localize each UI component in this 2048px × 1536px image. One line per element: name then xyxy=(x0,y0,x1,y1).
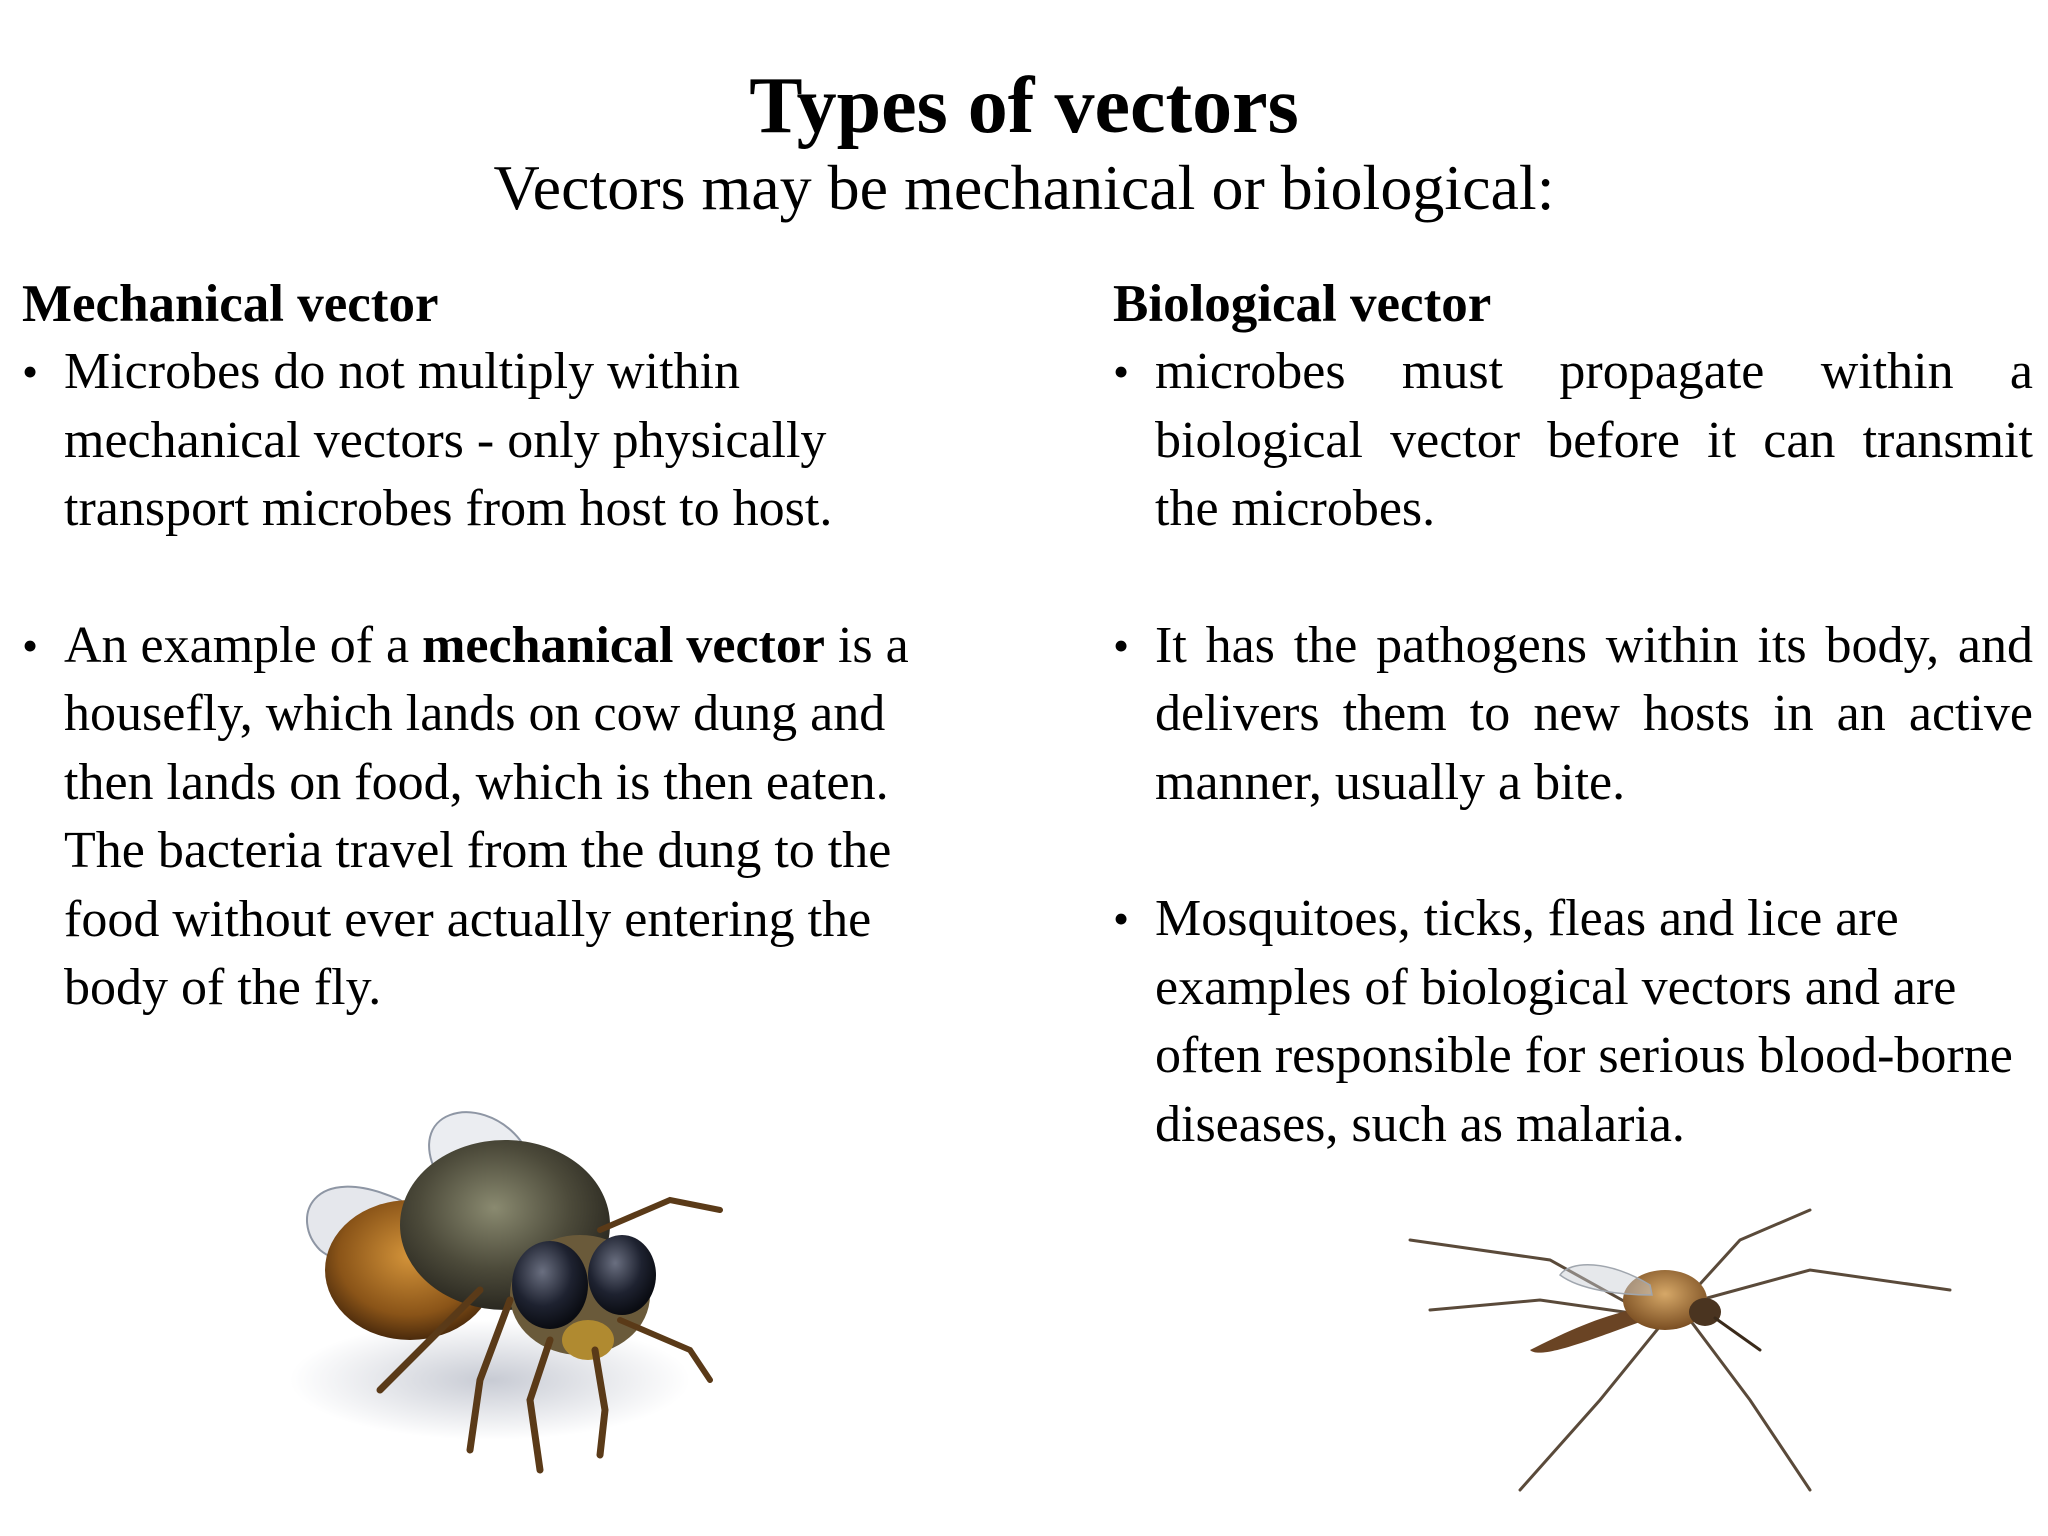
mosquito-icon xyxy=(1390,1200,1980,1510)
mechanical-vector-column xyxy=(22,270,922,1091)
slide-subtitle: Vectors may be mechanical or biological: xyxy=(493,152,1555,223)
biological-bullet-1-text: microbes must propagate within a biological vector before it can transmit the microbes. xyxy=(1155,343,2033,537)
mechanical-bullet-2-bold-term: mechanical vector xyxy=(422,616,825,674)
mechanical-bullet-2-text-end: is a housefly, which lands on cow dung and then lands on food, which is then eaten. The bacteria travel from the dung to the food without ever actually entering the body of the fly. xyxy=(64,616,909,1016)
bullet-dot: • xyxy=(22,619,39,671)
mechanical-bullet-1-text: Microbes do not multiply within mechanical vectors - only physically transport microbes from host to host. xyxy=(64,343,833,537)
housefly-icon xyxy=(250,1050,770,1480)
bullet-dot: • xyxy=(1113,893,1130,944)
biological-bullet-1 xyxy=(1113,338,2033,544)
biological-bullet-2-text: It has the pathogens within its body, and delivers them to new hosts in an active manner, usually a bite. xyxy=(1155,616,2033,811)
mechanical-vector-bullets xyxy=(22,338,922,1023)
biological-bullet-3-text: Mosquitoes, ticks, fleas and lice are examples of biological vectors and are often responsible for serious blood-borne diseases, such as malaria. xyxy=(1155,890,2013,1153)
biological-vector-bullets xyxy=(1113,338,2033,1159)
biological-vector-heading: Biological vector xyxy=(1113,275,1492,333)
bullet-dot: • xyxy=(1113,619,1130,671)
mechanical-bullet-2 xyxy=(22,612,922,1023)
slide-title: Types of vectors xyxy=(749,62,1299,150)
mechanical-vector-heading: Mechanical vector xyxy=(22,275,439,333)
biological-vector-column xyxy=(1113,270,2033,1227)
mechanical-bullet-2-text-start: An example of a xyxy=(64,616,423,674)
biological-bullet-2 xyxy=(1113,612,2033,818)
bullet-dot: • xyxy=(22,346,39,397)
bullet-dot: • xyxy=(1113,346,1130,397)
mechanical-bullet-1 xyxy=(22,338,922,544)
biological-bullet-3 xyxy=(1113,885,2033,1159)
